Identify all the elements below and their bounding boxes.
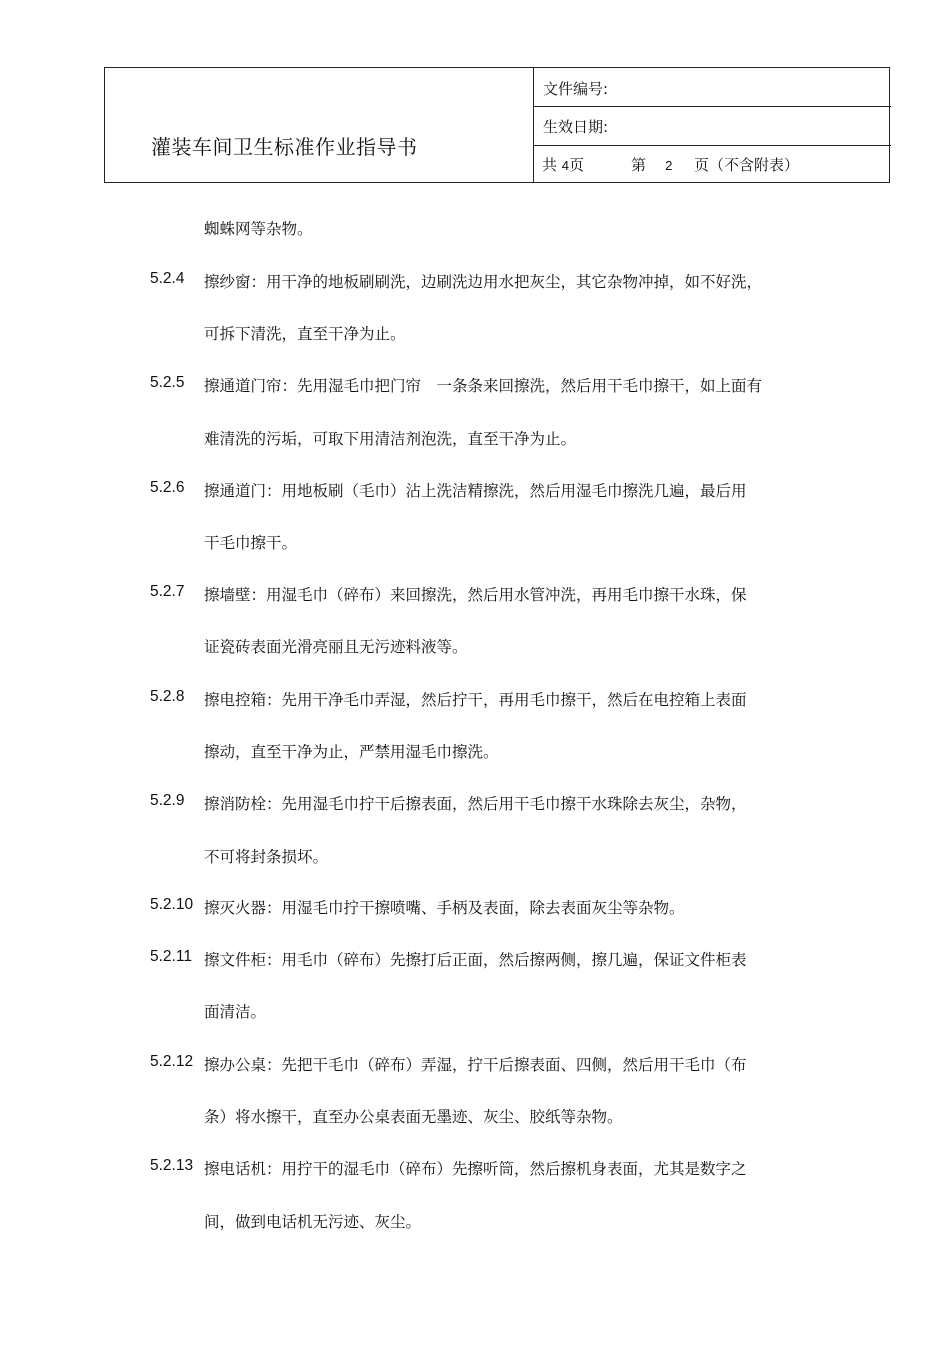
page-current-prefix: 第 xyxy=(631,156,647,174)
item-text-line2: 干毛巾擦干。 xyxy=(204,534,298,552)
header-divider-row1 xyxy=(533,106,891,107)
item-number: 5.2.9 xyxy=(150,792,185,809)
item-number: 5.2.6 xyxy=(150,479,185,496)
item-number: 5.2.5 xyxy=(150,374,185,391)
page-total-prefix: 共 xyxy=(542,156,558,174)
item-text-line2: 擦动，直至干净为止，严禁用湿毛巾擦洗。 xyxy=(204,743,499,761)
page-total-suffix: 页 xyxy=(569,156,585,174)
item-number: 5.2.11 xyxy=(150,948,192,965)
item-text-line2: 可拆下清洗，直至干净为止。 xyxy=(204,325,406,343)
item-text-line2: 证瓷砖表面光滑亮丽且无污迹料液等。 xyxy=(204,638,468,656)
item-text-line1: 擦纱窗：用干净的地板刷刷洗，边刷洗边用水把灰尘，其它杂物冲掉，如不好洗， xyxy=(204,273,763,291)
intro-continuation: 蜘蛛网等杂物。 xyxy=(204,220,313,238)
item-text-line1: 擦通道门：用地板刷（毛巾）沾上洗洁精擦洗，然后用湿毛巾擦洗几遍，最后用 xyxy=(204,482,747,500)
header-divider-vertical xyxy=(533,68,534,182)
page-current xyxy=(631,154,672,175)
item-text-line2: 面清洁。 xyxy=(204,1003,267,1021)
file-number-label: 文件编号: xyxy=(543,80,609,98)
item-number: 5.2.4 xyxy=(150,270,185,287)
item-text-line1: 擦消防栓：先用湿毛巾拧干后擦表面，然后用干毛巾擦干水珠除去灰尘，杂物， xyxy=(204,795,747,813)
item-text-line1: 擦灭火器：用湿毛巾拧干擦喷嘴、手柄及表面，除去表面灰尘等杂物。 xyxy=(204,899,685,917)
page-current-number: 2 xyxy=(665,158,673,173)
item-text-line2: 条）将水擦干，直至办公桌表面无墨迹、灰尘、胶纸等杂物。 xyxy=(204,1108,623,1126)
item-number: 5.2.7 xyxy=(150,583,185,600)
item-number: 5.2.12 xyxy=(150,1053,194,1070)
item-text-line1: 擦办公桌：先把干毛巾（碎布）弄湿，拧干后擦表面、四侧，然后用干毛巾（布 xyxy=(204,1056,747,1074)
item-text-line2: 间，做到电话机无污迹、灰尘。 xyxy=(204,1213,422,1231)
item-text-line2: 难清洗的污垢，可取下用清洁剂泡洗，直至干净为止。 xyxy=(204,430,577,448)
item-text-line1: 擦电话机：用拧干的湿毛巾（碎布）先擦听筒，然后擦机身表面，尤其是数字之 xyxy=(204,1160,747,1178)
item-number: 5.2.8 xyxy=(150,688,185,705)
item-text-line1: 擦通道门帘：先用湿毛巾把门帘 一条条来回擦洗，然后用干毛巾擦干，如上面有 xyxy=(204,377,763,395)
document-title: 灌装车间卫生标准作业指导书 xyxy=(151,135,418,159)
item-text-line2: 不可将封条损坏。 xyxy=(204,848,329,866)
item-number: 5.2.13 xyxy=(150,1157,194,1174)
item-text-line1: 擦文件柜：用毛巾（碎布）先擦打后正面，然后擦两侧，擦几遍，保证文件柜表 xyxy=(204,951,747,969)
header-divider-row2 xyxy=(533,145,891,146)
effective-date-label: 生效日期: xyxy=(543,118,609,136)
item-text-line1: 擦电控箱：先用干净毛巾弄湿，然后拧干，再用毛巾擦干，然后在电控箱上表面 xyxy=(204,691,747,709)
page-total xyxy=(542,154,584,175)
page-total-number: 4 xyxy=(561,158,570,173)
item-number: 5.2.10 xyxy=(150,896,194,913)
page-suffix: 页（不含附表） xyxy=(694,156,800,174)
item-text-line1: 擦墙壁：用湿毛巾（碎布）来回擦洗，然后用水管冲洗，再用毛巾擦干水珠，保 xyxy=(204,586,747,604)
